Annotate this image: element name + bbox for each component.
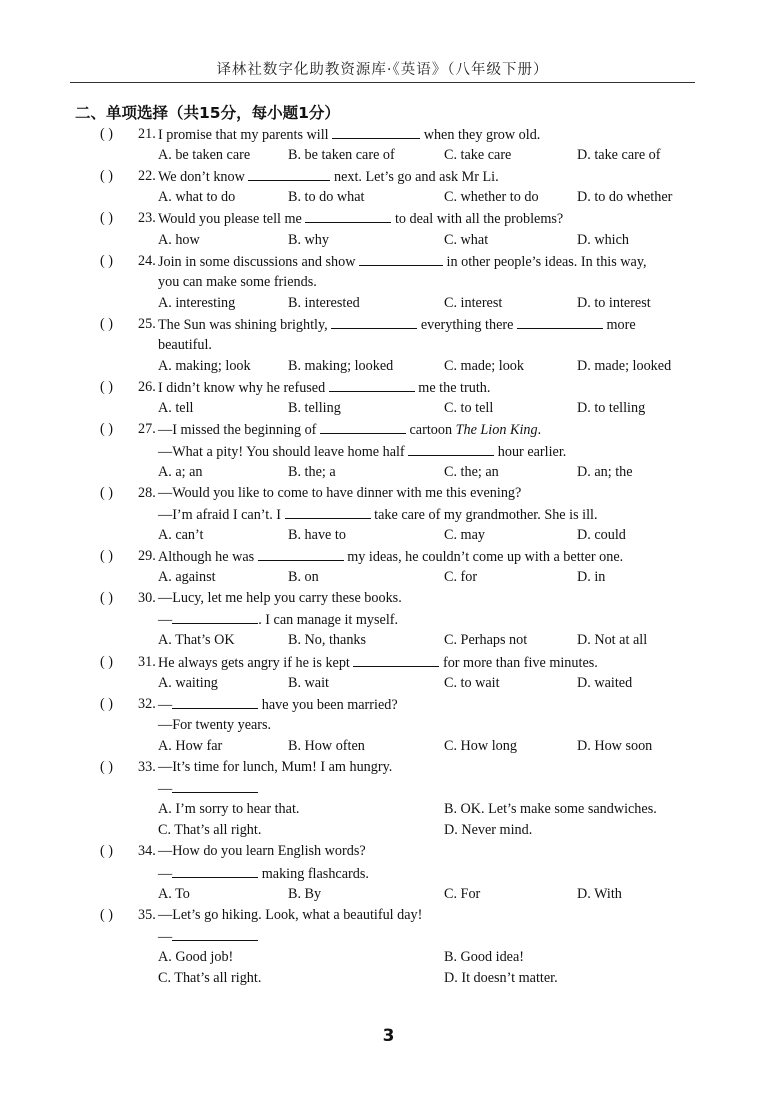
option-d: D. in <box>577 569 606 586</box>
question-text: —I missed the beginning of cartoon The Lion King. <box>158 422 542 439</box>
option-c: C. interest <box>444 294 503 311</box>
answer-parenthesis: ( ) <box>100 843 113 860</box>
option-c: C. That’s all right. <box>158 822 262 839</box>
option-b: B. on <box>288 569 319 586</box>
question-number: 22. <box>138 168 156 185</box>
option-c: C. the; an <box>444 463 499 480</box>
question-number: 29. <box>138 548 156 564</box>
option-b: B. the; a <box>288 463 336 480</box>
question-number: 26. <box>138 379 156 396</box>
option-d: D. How soon <box>577 737 653 754</box>
option-d: D. to interest <box>577 294 651 311</box>
option-d: D. take care of <box>577 147 661 164</box>
answer-blank <box>329 378 415 392</box>
option-b: B. By <box>288 885 322 902</box>
question-text: — have you been married? <box>158 696 398 713</box>
answer-blank <box>258 547 344 561</box>
question-text: —For twenty years. <box>158 716 272 733</box>
option-d: D. It doesn’t matter. <box>444 970 558 986</box>
answer-parenthesis: ( ) <box>100 168 113 185</box>
question-number: 33. <box>138 759 156 775</box>
option-a: A. what to do <box>158 189 236 206</box>
option-b: B. making; looked <box>288 358 394 375</box>
answer-blank <box>172 779 258 793</box>
answer-blank <box>172 927 258 941</box>
answer-blank <box>517 315 603 329</box>
option-b: B. have to <box>288 526 346 543</box>
answer-parenthesis: ( ) <box>100 548 113 564</box>
option-a: A. interesting <box>158 294 236 311</box>
option-d: D. Never mind. <box>444 822 533 839</box>
option-b: B. be taken care of <box>288 147 395 164</box>
option-a: A. To <box>158 885 190 902</box>
question-text: — <box>158 779 258 798</box>
question-text: —What a pity! You should leave home half hour earlier. <box>158 443 567 460</box>
answer-parenthesis: ( ) <box>100 252 113 269</box>
question-text: I didn’t know why he refused me the truth. <box>158 380 491 397</box>
answer-blank <box>172 610 258 624</box>
option-d: D. With <box>577 885 622 902</box>
question-text: —Let’s go hiking. Look, what a beautiful day! <box>158 906 423 923</box>
question-number: 31. <box>138 653 156 670</box>
answer-blank <box>172 864 258 878</box>
option-d: D. which <box>577 231 630 248</box>
answer-blank <box>359 252 443 266</box>
question-text: Would you please tell me to deal with all the problems? <box>158 211 564 228</box>
answer-blank <box>285 505 371 519</box>
option-a: A. a; an <box>158 463 203 480</box>
question-number: 25. <box>138 315 156 332</box>
question-text: Join in some discussions and show in other people’s ideas. In this way, <box>158 253 647 270</box>
question-text: you can make some friends. <box>158 273 317 290</box>
answer-parenthesis: ( ) <box>100 484 113 501</box>
answer-parenthesis: ( ) <box>100 653 113 670</box>
question-number: 23. <box>138 210 156 227</box>
answer-parenthesis: ( ) <box>100 421 113 438</box>
option-d: D. to do whether <box>577 189 673 206</box>
option-a: A. how <box>158 231 200 248</box>
answer-parenthesis: ( ) <box>100 315 113 332</box>
answer-parenthesis: ( ) <box>100 126 113 142</box>
option-c: C. Perhaps not <box>444 632 528 649</box>
answer-blank <box>332 125 420 139</box>
question-number: 24. <box>138 252 156 269</box>
option-b: B. interested <box>288 294 360 311</box>
option-d: D. Not at all <box>577 632 648 649</box>
option-b: B. to do what <box>288 189 365 206</box>
question-text: The Sun was shining brightly, everything there more <box>158 316 636 333</box>
question-text: — <box>158 927 258 946</box>
question-text: I promise that my parents will when they grow old. <box>158 127 541 143</box>
option-c: C. may <box>444 526 485 543</box>
option-d: D. waited <box>577 674 633 691</box>
option-b: B. Good idea! <box>444 948 524 965</box>
option-d: D. made; looked <box>577 358 672 375</box>
option-a: A. against <box>158 569 216 586</box>
option-c: C. take care <box>444 147 512 164</box>
answer-parenthesis: ( ) <box>100 695 113 712</box>
answer-blank <box>331 315 417 329</box>
option-a: A. I’m sorry to hear that. <box>158 801 300 818</box>
question-text: —Lucy, let me help you carry these books. <box>158 590 402 607</box>
option-c: C. what <box>444 231 489 248</box>
question-number: 34. <box>138 843 156 860</box>
option-b: B. why <box>288 231 329 248</box>
option-c: C. How long <box>444 737 517 754</box>
question-number: 35. <box>138 906 156 923</box>
answer-blank <box>248 167 330 181</box>
option-a: A. That’s OK <box>158 632 235 649</box>
option-c: C. made; look <box>444 358 524 375</box>
option-a: A. making; look <box>158 358 251 375</box>
italic-title: The Lion King <box>455 422 538 439</box>
question-text: Although he was my ideas, he couldn’t come up with a better one. <box>158 549 624 565</box>
answer-blank <box>408 442 494 456</box>
option-c: C. for <box>444 569 478 586</box>
question-text: —It’s time for lunch, Mum! I am hungry. <box>158 759 393 775</box>
option-d: D. could <box>577 526 626 543</box>
question-text: — . I can manage it myself. <box>158 612 399 629</box>
option-b: B. wait <box>288 674 329 691</box>
page-header: 译林社数字化助教资源库·《英语》（八年级下册） <box>216 62 549 78</box>
answer-parenthesis: ( ) <box>100 210 113 227</box>
answer-blank <box>172 695 258 709</box>
answer-blank <box>320 420 406 434</box>
question-number: 28. <box>138 484 156 501</box>
answer-parenthesis: ( ) <box>100 590 113 607</box>
option-b: B. How often <box>288 737 365 754</box>
option-a: A. How far <box>158 737 223 754</box>
question-text: — making flashcards. <box>158 865 369 882</box>
answer-blank <box>305 209 391 223</box>
option-d: D. an; the <box>577 463 633 480</box>
question-text: He always gets angry if he is kept for more than five minutes. <box>158 654 598 671</box>
page-number: 3 <box>382 1026 395 1046</box>
question-text: We don’t know next. Let’s go and ask Mr Li. <box>158 169 499 186</box>
option-a: A. be taken care <box>158 147 251 164</box>
option-c: C. That’s all right. <box>158 970 262 986</box>
option-c: C. to tell <box>444 400 494 417</box>
question-number: 27. <box>138 421 156 438</box>
option-a: A. tell <box>158 400 194 417</box>
question-number: 32. <box>138 695 156 712</box>
answer-parenthesis: ( ) <box>100 759 113 775</box>
section-title: 二、单项选择（共15分，每小题1分） <box>75 104 340 122</box>
option-a: A. Good job! <box>158 948 234 965</box>
option-b: B. telling <box>288 400 341 417</box>
option-b: B. No, thanks <box>288 632 367 649</box>
option-b: B. OK. Let’s make some sandwiches. <box>444 801 657 818</box>
option-d: D. to telling <box>577 400 646 417</box>
option-a: A. can’t <box>158 526 204 543</box>
answer-parenthesis: ( ) <box>100 906 113 923</box>
option-c: C. to wait <box>444 674 500 691</box>
option-c: C. whether to do <box>444 189 539 206</box>
answer-blank <box>353 653 439 667</box>
question-text: beautiful. <box>158 337 212 353</box>
question-text: —I’m afraid I can’t. I take care of my grandmother. She is ill. <box>158 506 598 523</box>
question-text: —Would you like to come to have dinner with me this evening? <box>158 484 522 501</box>
answer-parenthesis: ( ) <box>100 379 113 396</box>
option-c: C. For <box>444 885 481 902</box>
option-a: A. waiting <box>158 674 218 691</box>
question-number: 21. <box>138 126 156 142</box>
question-text: —How do you learn English words? <box>158 843 366 860</box>
question-number: 30. <box>138 590 156 607</box>
